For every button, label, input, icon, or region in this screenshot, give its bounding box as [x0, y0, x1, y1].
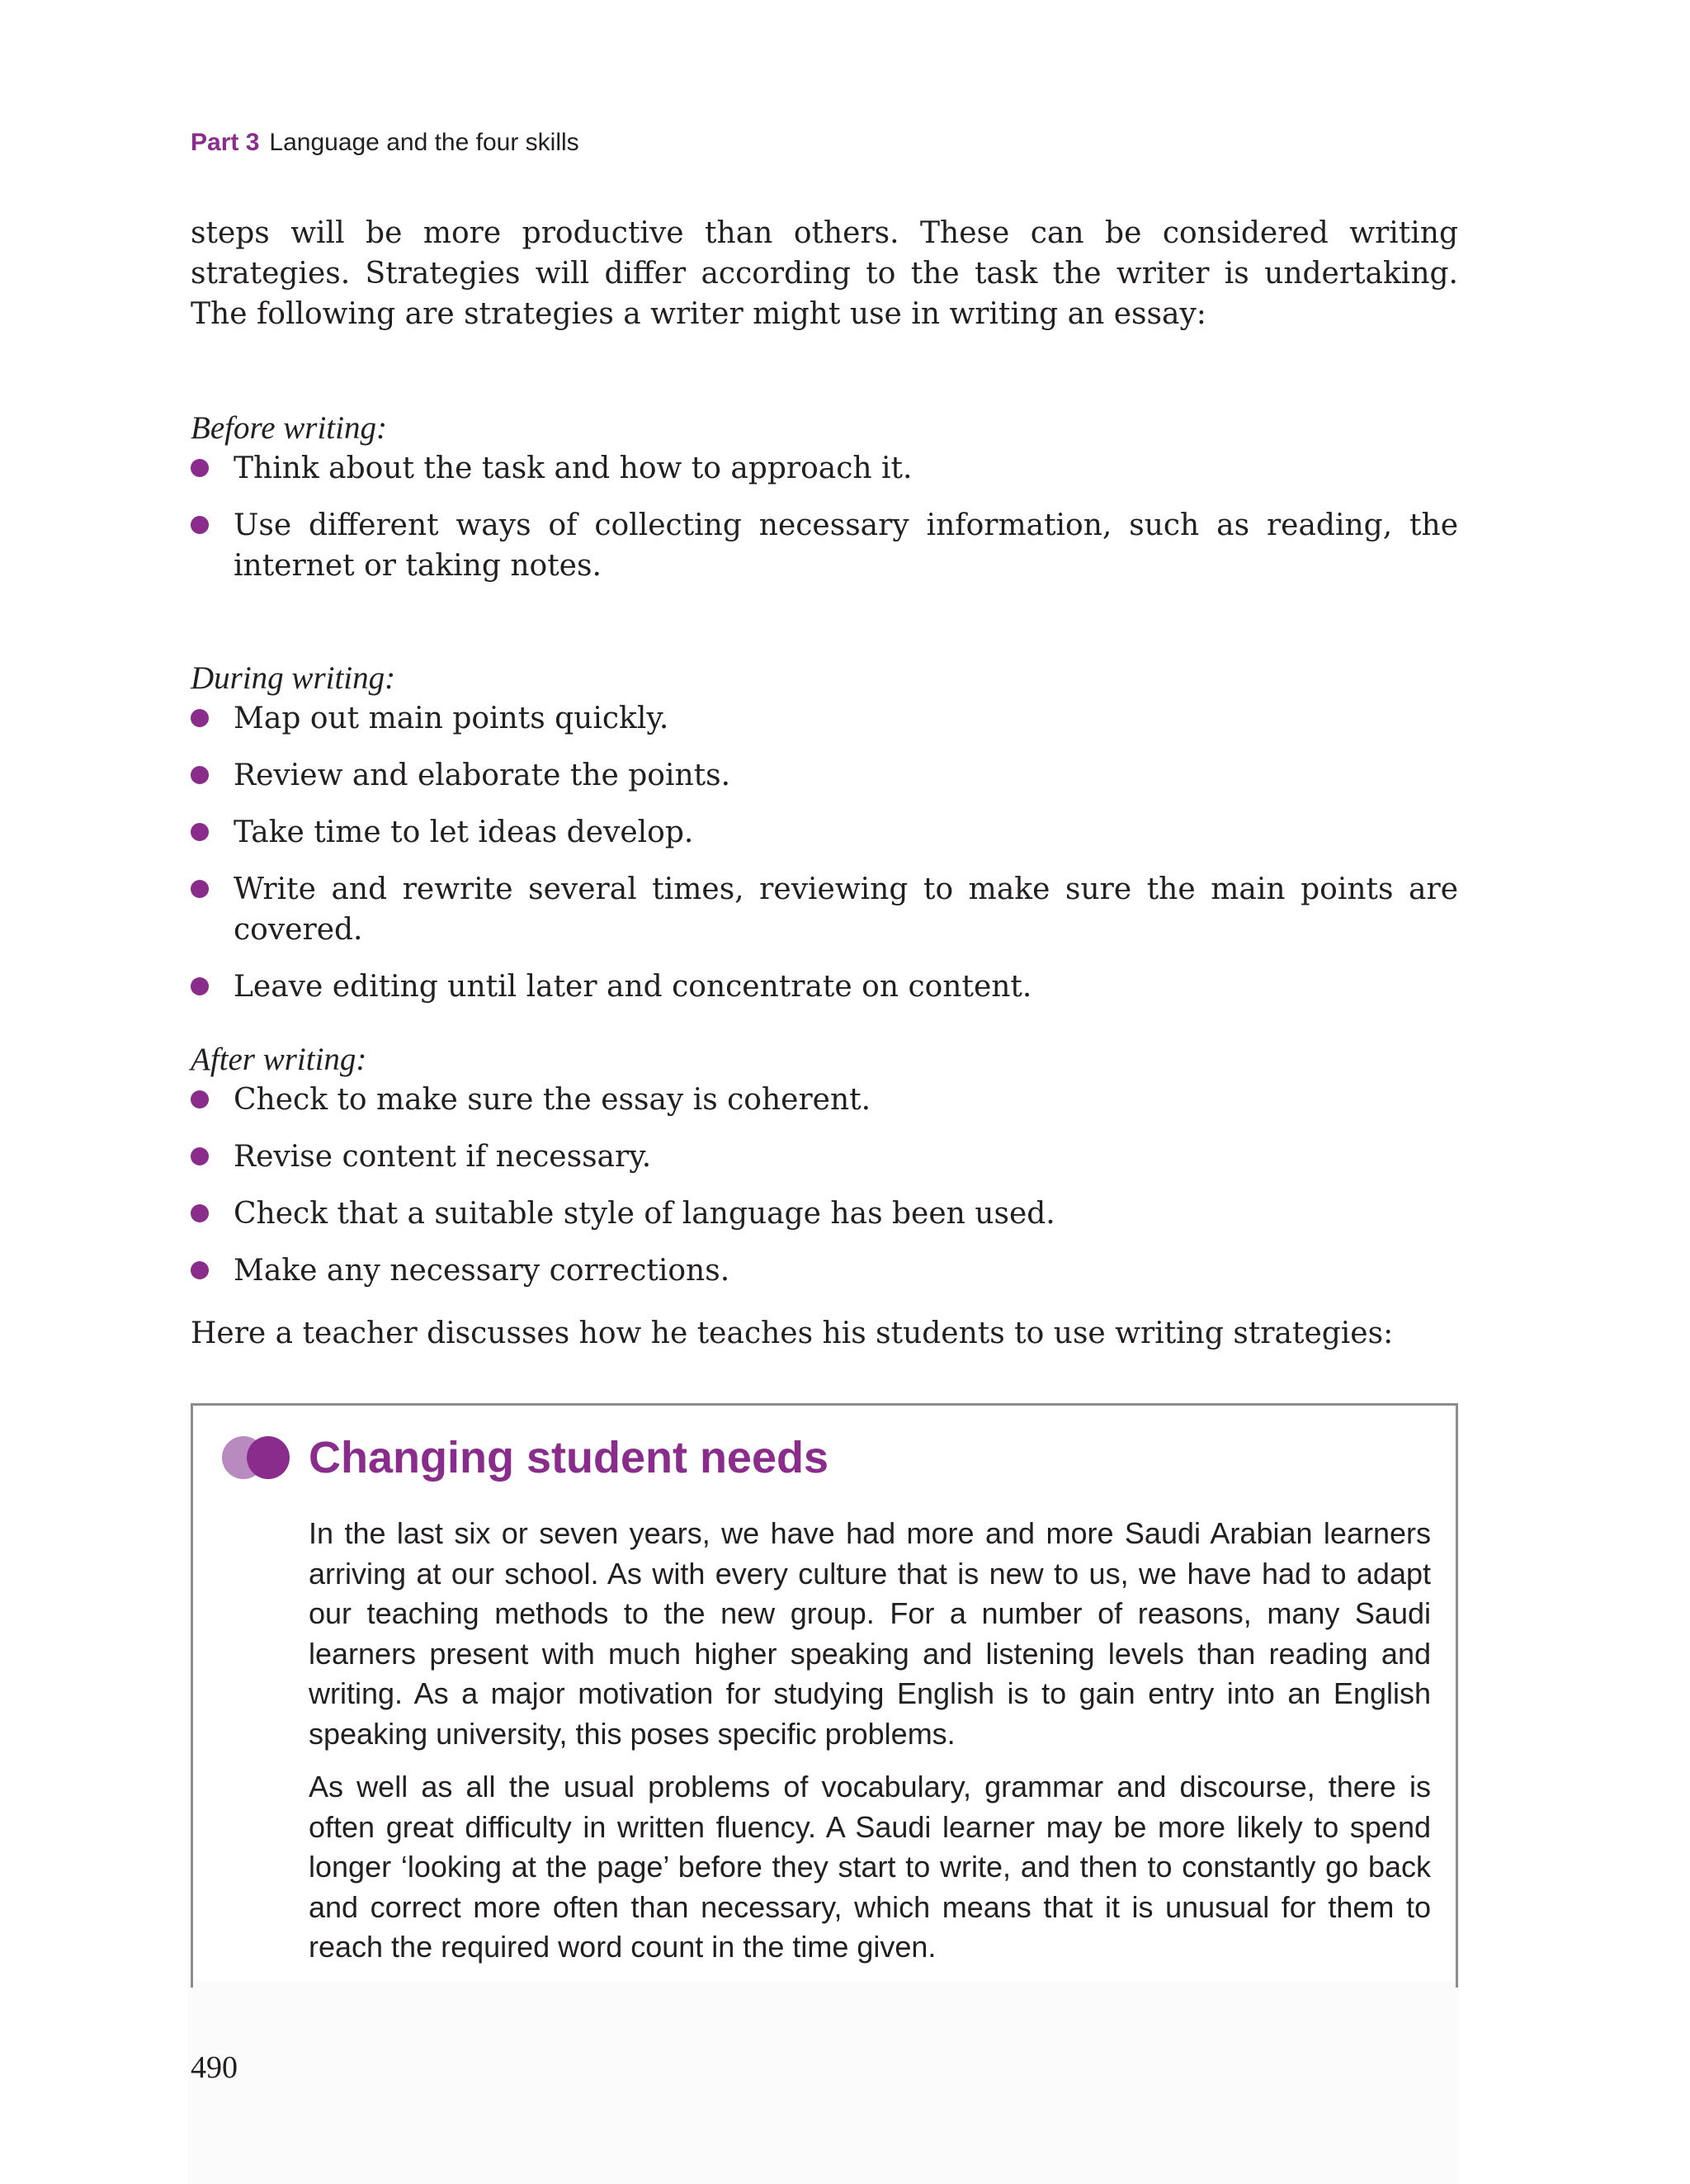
- running-head: [191, 129, 579, 157]
- case-study-box: [191, 1403, 1458, 1988]
- list-item-text: Use different ways of collecting necessary information, such as reading, the internet or taking notes.: [234, 508, 1458, 583]
- page-number: 490: [191, 2050, 238, 2085]
- box-title: Changing student needs: [309, 1433, 829, 1482]
- bullet-icon: [191, 709, 209, 727]
- list-item: [191, 505, 1458, 586]
- list-item-text: Review and elaborate the points.: [234, 759, 731, 792]
- box-paragraph: As well as all the usual problems of vocabulary, grammar and discourse, there is often great difficulty in written fluency. A Saudi learner may be more likely to spend longer ‘looking at the page’ before they start to write, and then to constantly go back and correct more often than necessary, which means that it is unusual for them to reach the required word count in the time given.: [309, 1770, 1431, 1964]
- before-writing-list: [191, 448, 1458, 603]
- after-writing-list: [191, 1080, 1458, 1307]
- during-writing-heading: During writing:: [191, 660, 396, 696]
- list-item-text: Check that a suitable style of language has been used.: [234, 1197, 1055, 1231]
- box-paragraph: In the last six or seven years, we have had more and more Saudi Arabian learners arriving at our school. As with every culture that is new to us, we have had to adapt our teaching methods to the new group. For a number of reasons, many Saudi learners present with much higher speaking and listening levels than reading and writing. As a major motivation for studying English is to gain entry into an English speaking university, this poses specific problems.: [309, 1516, 1431, 1751]
- list-item-text: Leave editing until later and concentrate on content.: [234, 970, 1032, 1004]
- intro-paragraph: steps will be more productive than others. These can be considered writing strategies. Strategies will differ according to the task the writer is undertaking. The following are strategies a writer might use in writing an essay:: [191, 216, 1458, 331]
- bullet-icon: [191, 766, 209, 784]
- bullet-icon: [191, 459, 209, 477]
- list-item: [191, 812, 1458, 853]
- list-item: [191, 755, 1458, 796]
- bullet-icon: [191, 1204, 209, 1222]
- list-item-text: Check to make sure the essay is coherent.: [234, 1083, 871, 1117]
- list-item-text: Think about the task and how to approach it.: [234, 451, 913, 485]
- list-item-text: Revise content if necessary.: [234, 1140, 652, 1174]
- list-item: [191, 1194, 1458, 1234]
- list-item: [191, 967, 1458, 1007]
- list-item: [191, 1080, 1458, 1120]
- bullet-icon: [191, 1090, 209, 1109]
- bullet-icon: [191, 977, 209, 995]
- list-item: [191, 698, 1458, 739]
- list-item: [191, 1137, 1458, 1177]
- bullet-icon: [191, 516, 209, 534]
- list-item-text: Make any necessary corrections.: [234, 1254, 730, 1288]
- list-item: [191, 869, 1458, 950]
- page-bottom-shade: [188, 1981, 1459, 2184]
- during-writing-list: [191, 698, 1458, 1023]
- bullet-icon: [191, 823, 209, 841]
- list-item-text: Map out main points quickly.: [234, 702, 669, 735]
- bullet-icon: [191, 880, 209, 898]
- part-label: Part 3: [191, 129, 260, 156]
- two-overlapping-circles-icon: [221, 1435, 290, 1480]
- bullet-icon: [191, 1147, 209, 1165]
- closing-paragraph: Here a teacher discusses how he teaches his students to use writing strategies:: [191, 1317, 1394, 1350]
- list-item: [191, 1250, 1458, 1291]
- bullet-icon: [191, 1261, 209, 1279]
- after-writing-heading: After writing:: [191, 1042, 367, 1077]
- section-title: Language and the four skills: [269, 129, 579, 156]
- list-item-text: Take time to let ideas develop.: [234, 815, 694, 849]
- list-item-text: Write and rewrite several times, reviewing to make sure the main points are covered.: [234, 872, 1458, 947]
- before-writing-heading: Before writing:: [191, 410, 387, 446]
- list-item: [191, 448, 1458, 489]
